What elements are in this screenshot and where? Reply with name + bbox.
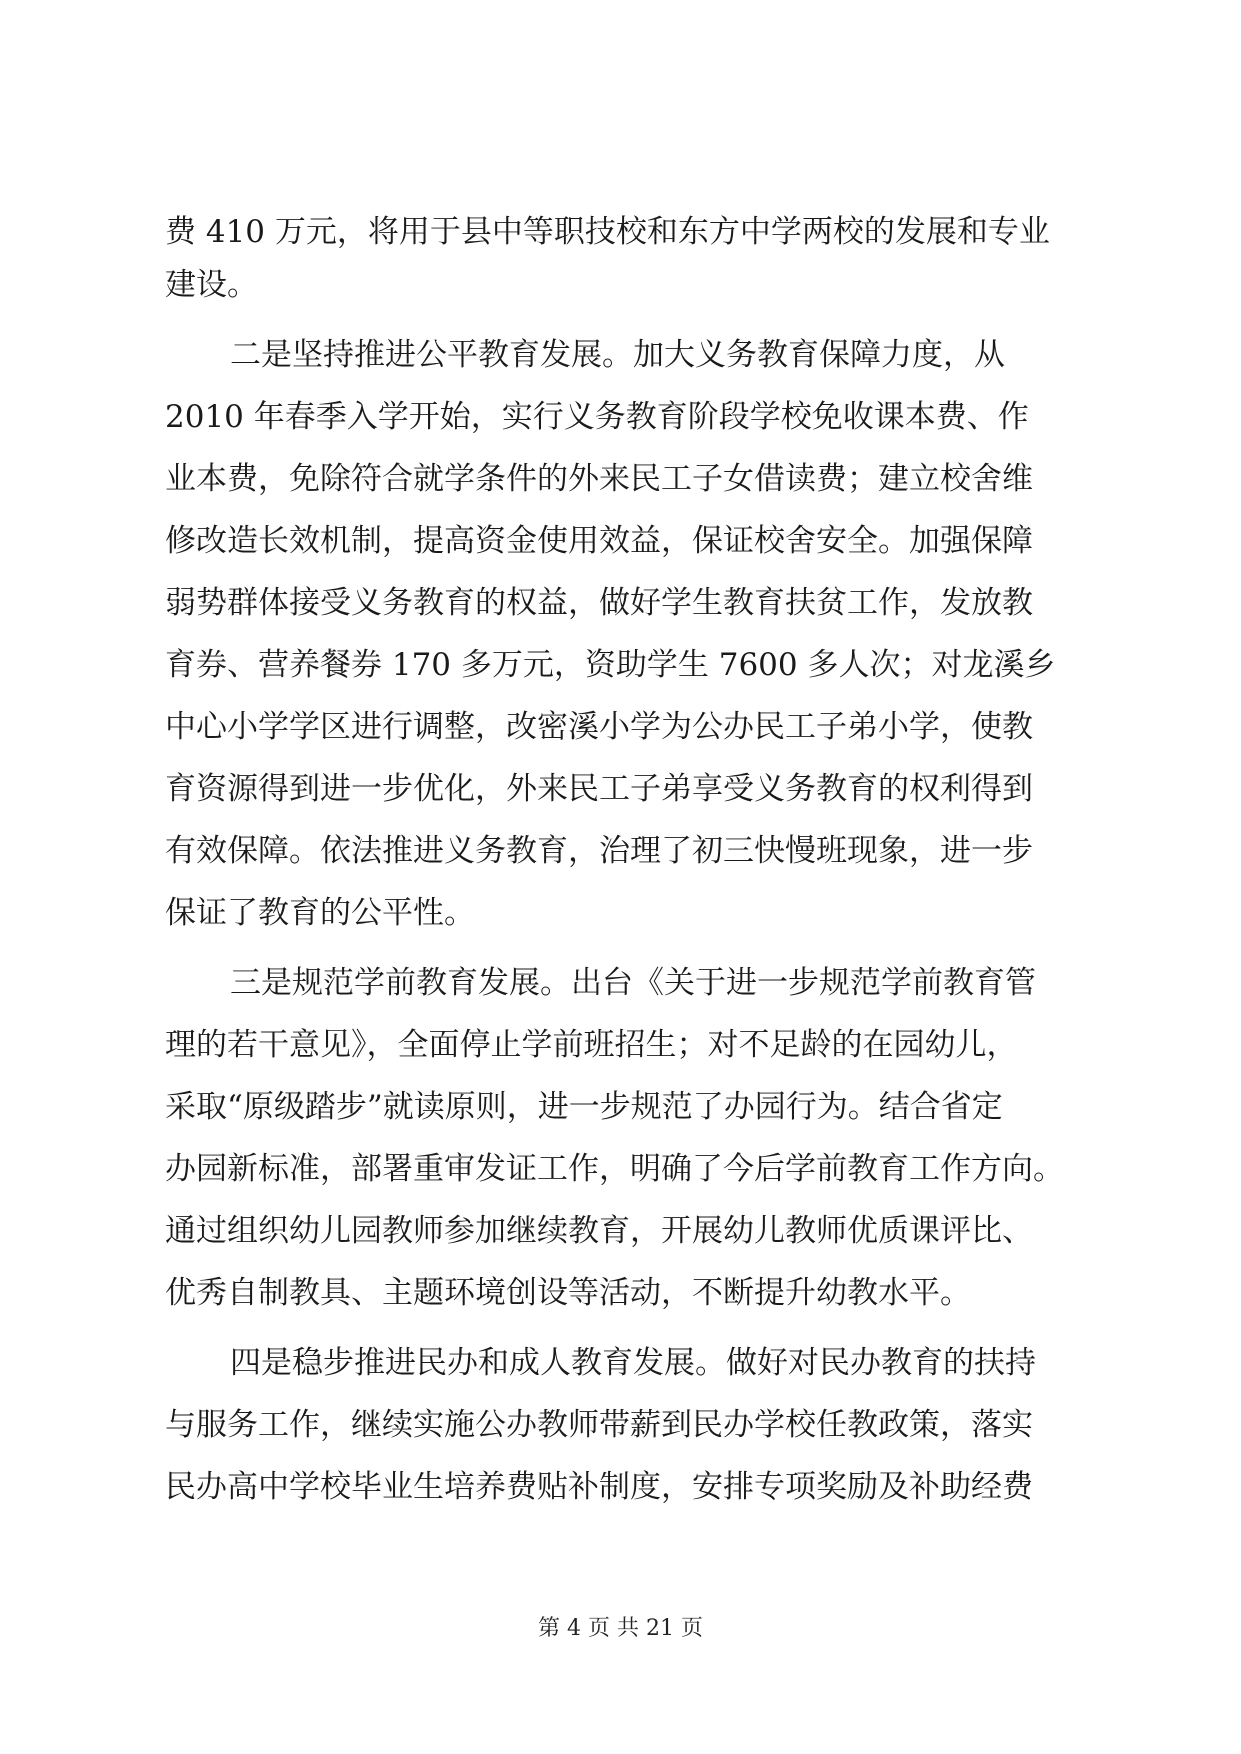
text-line: 有效保障。依法推进义务教育，治理了初三快慢班现象，进一步	[165, 833, 1033, 869]
text-line: 费 410 万元，将用于县中等职技校和东方中学两校的发展和专业	[165, 214, 1050, 250]
text-line: 优秀自制教具、主题环境创设等活动，不断提升幼教水平。	[165, 1275, 971, 1311]
text-line: 民办高中学校毕业生培养费贴补制度，安排专项奖励及补助经费	[165, 1469, 1033, 1505]
text-line: 建设。	[165, 267, 258, 303]
text-line: 与服务工作，继续实施公办教师带薪到民办学校任教政策，落实	[165, 1407, 1033, 1443]
text-line: 中心小学学区进行调整，改密溪小学为公办民工子弟小学，使教	[165, 709, 1033, 745]
paragraph-first-line: 三是规范学前教育发展。出台《关于进一步规范学前教育管	[230, 965, 1036, 1001]
page-number-footer: 第 4 页 共 21 页	[538, 1616, 703, 1641]
text-line: 办园新标准，部署重审发证工作，明确了今后学前教育工作方向。	[165, 1151, 1064, 1187]
text-line: 理的若干意见》，全面停止学前班招生；对不足龄的在园幼儿，	[165, 1027, 1018, 1063]
text-line: 育券、营养餐券 170 多万元，资助学生 7600 多人次；对龙溪乡	[165, 647, 1056, 683]
text-line: 业本费，免除符合就学条件的外来民工子女借读费；建立校舍维	[165, 461, 1033, 497]
text-line: 2010 年春季入学开始，实行义务教育阶段学校免收课本费、作	[165, 399, 1029, 435]
text-line: 育资源得到进一步优化，外来民工子弟享受义务教育的权利得到	[165, 771, 1033, 807]
paragraph-first-line: 四是稳步推进民办和成人教育发展。做好对民办教育的扶持	[230, 1345, 1036, 1381]
text-line: 保证了教育的公平性。	[165, 895, 475, 931]
text-line: 修改造长效机制，提高资金使用效益，保证校舍安全。加强保障	[165, 523, 1033, 559]
text-line: 弱势群体接受义务教育的权益，做好学生教育扶贫工作，发放教	[165, 585, 1033, 621]
paragraph-first-line: 二是坚持推进公平教育发展。加大义务教育保障力度，从	[230, 337, 1005, 373]
text-line: 通过组织幼儿园教师参加继续教育，开展幼儿教师优质课评比、	[165, 1213, 1033, 1249]
text-line: 采取“原级踏步”就读原则，进一步规范了办园行为。结合省定	[165, 1089, 1003, 1125]
